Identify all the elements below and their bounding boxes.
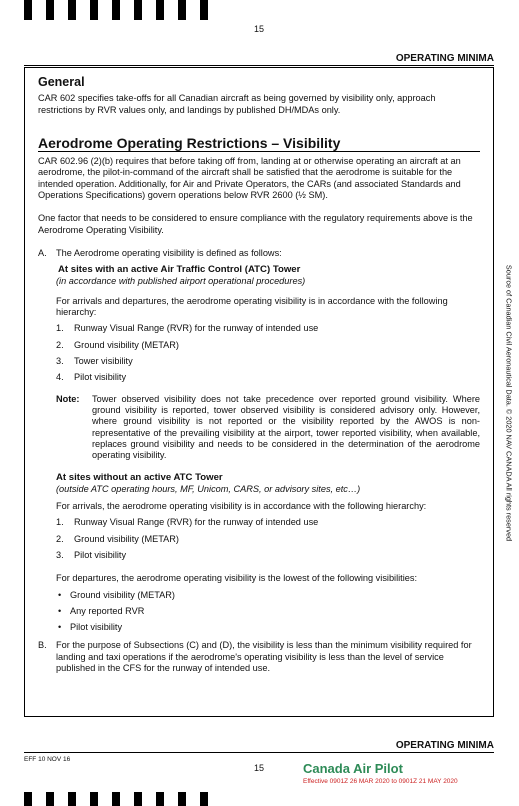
bullet-icon: • xyxy=(58,622,62,633)
copyright-text: Source of Canadian Civil Aeronautical Data. © 2020 NAV CANADA All rights reserved xyxy=(504,264,514,542)
bullet-icon: • xyxy=(58,589,62,600)
atc-item-text: Tower visibility xyxy=(74,356,133,367)
general-text: CAR 602 specifies take-offs for all Canadian aircraft as being governed by visibility only, approach restrictions by RVR values only, and landings by published DH/MDAs only. xyxy=(38,93,436,115)
atc-item-num: 3. xyxy=(56,356,64,367)
no-atc-item-num: 3. xyxy=(56,549,64,560)
atc-intro: For arrivals and departures, the aerodrome operating visibility is in accordance with the following hierarchy: xyxy=(56,295,448,318)
atc-note xyxy=(56,394,480,462)
dep-bullet-text: Pilot visibility xyxy=(70,622,123,633)
section-footer: OPERATING MINIMA xyxy=(395,740,494,751)
dep-bullet-text: Ground visibility (METAR) xyxy=(70,589,175,600)
atc-item xyxy=(56,323,480,334)
dep-intro: For departures, the aerodrome operating visibility is the lowest of the following visibilities: xyxy=(56,573,418,584)
page-number-bottom: 15 xyxy=(254,763,265,773)
restrictions-para1: CAR 602.96 (2)(b) requires that before taking off from, landing at or otherwise operating an aircraft at an aerodrome, the pilot-in-command of the aircraft shall be satisfied that the aerodrome is suitable for the intended operation. Additionally, for Air and Private Operators, the CARs (and associated Standards and Operations Specifications) govern operations below RVR 2600 (½ SM). xyxy=(38,156,461,201)
header-rule xyxy=(24,65,494,66)
restrictions-para2: One factor that needs to be considered to ensure compliance with the regulatory requirements above is the Aerodrome Operating Visibility. xyxy=(38,213,473,235)
atc-item xyxy=(56,372,480,383)
no-atc-subtitle: (outside ATC operating hours, MF, Unicom, CARS, or advisory sites, etc…) xyxy=(56,483,361,494)
no-atc-item-text: Runway Visual Range (RVR) for the runway of intended use xyxy=(74,517,319,528)
brand-title: Canada Air Pilot xyxy=(303,761,403,776)
restrictions-title: Aerodrome Operating Restrictions – Visibility xyxy=(38,138,480,152)
note-label: Note: xyxy=(56,393,80,404)
atc-item xyxy=(56,356,480,367)
atc-item-num: 4. xyxy=(56,372,64,383)
dep-bullet xyxy=(56,622,480,633)
atc-item-num: 2. xyxy=(56,339,64,350)
section-b xyxy=(38,640,480,674)
atc-title: At sites with an active Air Traffic Control (ATC) Tower xyxy=(58,264,301,276)
no-atc-item-num: 2. xyxy=(56,533,64,544)
section-b-text: For the purpose of Subsections (C) and (D), the visibility is less than the minimum visibility required for landing and taxi operations if the aerodrome's operating visibility is less than the level of service published in the CFS for the runway of intended use. xyxy=(56,640,472,673)
atc-item xyxy=(56,340,480,351)
general-title: General xyxy=(38,75,85,89)
bullet-icon: • xyxy=(58,605,62,616)
section-header: OPERATING MINIMA xyxy=(395,53,494,64)
dep-bullet xyxy=(56,606,480,617)
section-b-label: B. xyxy=(38,640,47,651)
eff-date: EFF 10 NOV 16 xyxy=(24,756,71,763)
no-atc-item-num: 1. xyxy=(56,517,64,528)
content xyxy=(38,77,480,674)
section-a-label: A. xyxy=(38,247,47,258)
atc-item-text: Runway Visual Range (RVR) for the runway of intended use xyxy=(74,323,319,334)
no-atc-intro: For arrivals, the aerodrome operating visibility is in accordance with the following hierarchy: xyxy=(56,501,427,512)
effective-dates: Effective 0901Z 26 MAR 2020 to 0901Z 21 MAY 2020 xyxy=(303,778,458,785)
section-a-text: The Aerodrome operating visibility is defined as follows: xyxy=(56,247,282,258)
section-a xyxy=(38,248,480,633)
dep-bullet-text: Any reported RVR xyxy=(70,605,145,616)
no-atc-item xyxy=(56,550,480,561)
atc-item-num: 1. xyxy=(56,323,64,334)
atc-item-text: Pilot visibility xyxy=(74,372,127,383)
no-atc-title: At sites without an active ATC Tower xyxy=(56,472,223,484)
page-number-top: 15 xyxy=(254,24,265,34)
no-atc-item xyxy=(56,517,480,528)
atc-subtitle: (in accordance with published airport operational procedures) xyxy=(56,275,306,286)
dep-bullet xyxy=(56,590,480,601)
no-atc-item xyxy=(56,534,480,545)
no-atc-item-text: Pilot visibility xyxy=(74,549,127,560)
atc-item-text: Ground visibility (METAR) xyxy=(74,339,179,350)
footer-rule xyxy=(24,752,494,753)
note-text: Tower observed visibility does not take precedence over reported ground visibility. Where ground visibility is reported, tower observed visibility is considered advisory only. However, where ground visibility is not reported or the visibility reported by the AWOS is non-representative of the prevailing visibility at the airport, tower reported visibility, when available, replaces ground visibility and needs to be considered in the determination of the aerodrome operating visibility. xyxy=(92,393,480,461)
no-atc-item-text: Ground visibility (METAR) xyxy=(74,533,179,544)
